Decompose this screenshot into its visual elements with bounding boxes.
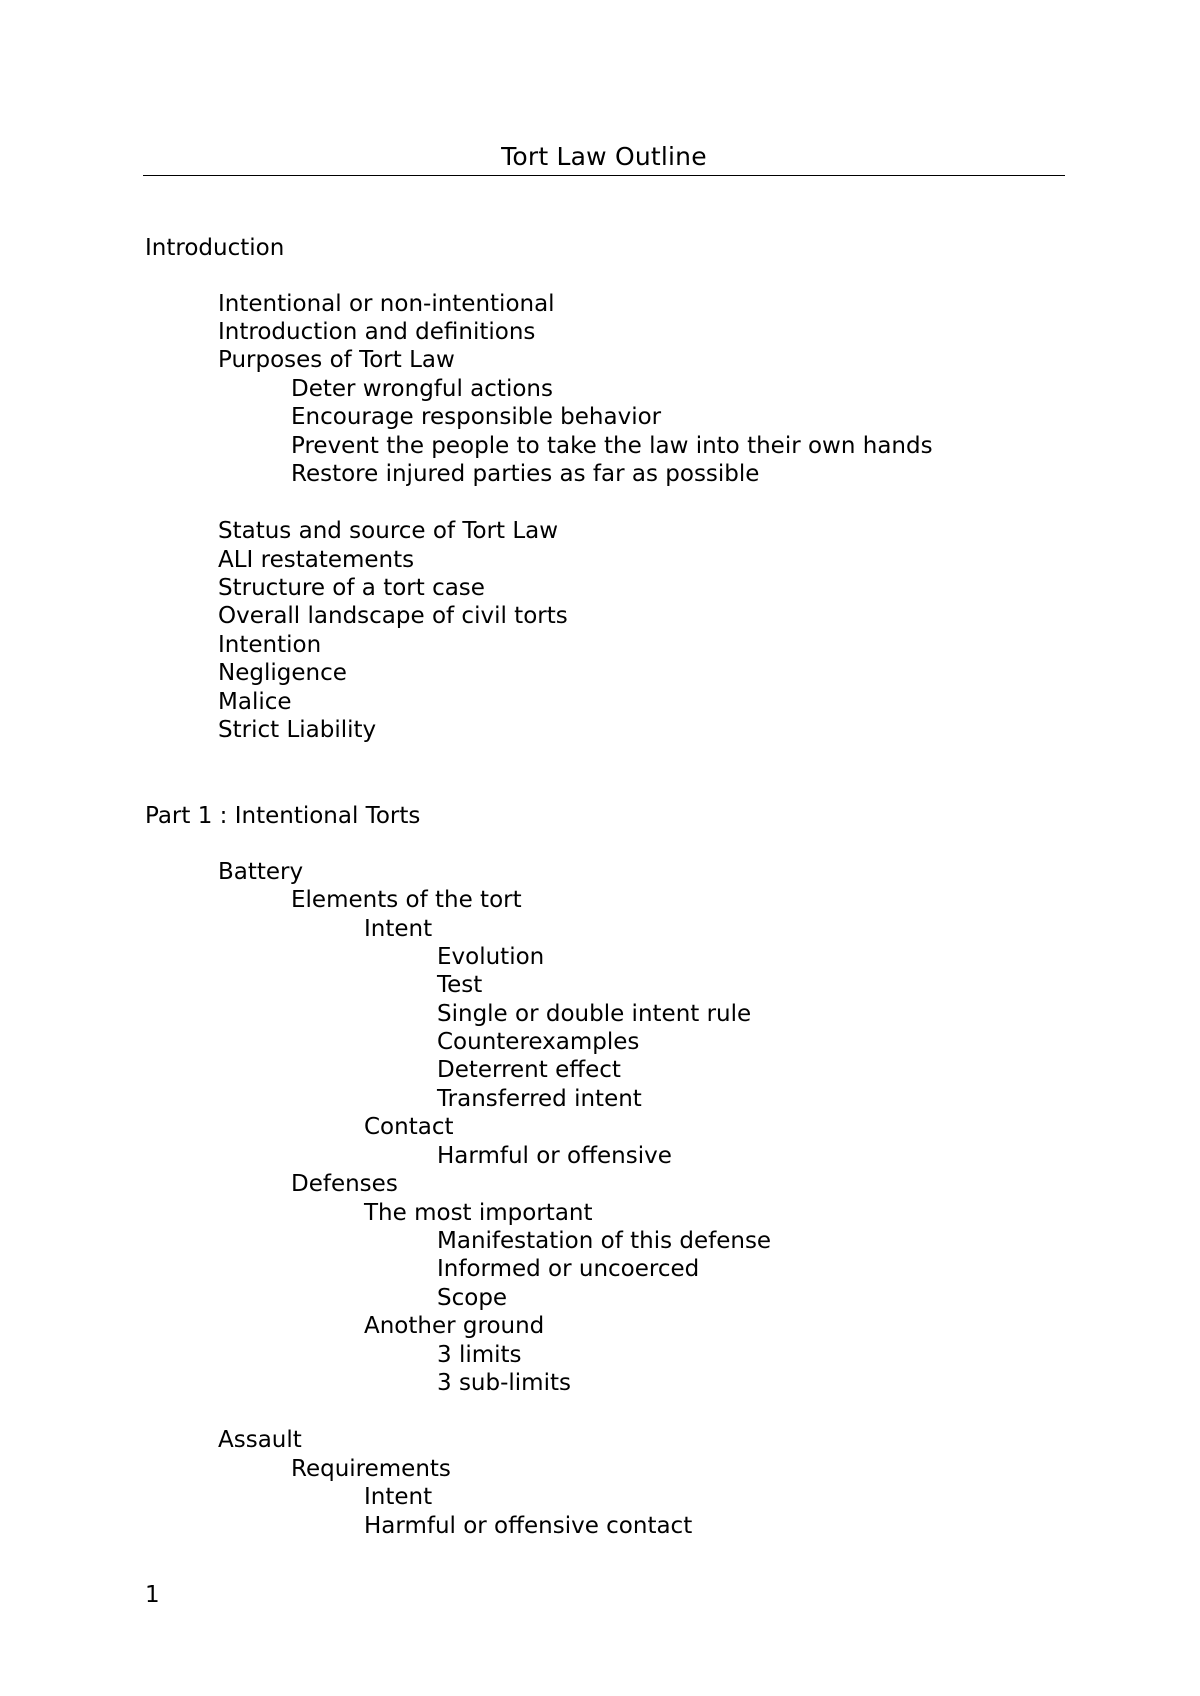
list-item-text: Intentional or non-intentional	[218, 291, 555, 317]
document-title: Tort Law Outline	[501, 142, 707, 171]
list-item-text: Defenses	[291, 1171, 398, 1197]
list-item-text: Overall landscape of civil torts	[218, 603, 568, 629]
list-item-text: Negligence	[218, 660, 347, 686]
list-item-text: Contact	[364, 1114, 454, 1140]
list-item-text: Purposes of Tort Law	[218, 347, 455, 373]
list-item-text: Deter wrongful actions	[291, 376, 553, 402]
list-item-text: Another ground	[364, 1313, 545, 1339]
list-item-text: The most important	[364, 1200, 593, 1226]
page-header	[143, 140, 1065, 176]
section-heading-introduction: Introduction	[145, 235, 285, 261]
list-item-text: ALI restatements	[218, 547, 415, 573]
list-item-text: Intent	[364, 1484, 433, 1510]
page-number: 1	[145, 1582, 160, 1608]
list-item-text: Single or double intent rule	[437, 1001, 752, 1027]
list-item-text: Encourage responsible behavior	[291, 404, 662, 430]
list-item-text: Structure of a tort case	[218, 575, 485, 601]
list-item-text: Strict Liability	[218, 717, 377, 743]
list-item-text: Battery	[218, 859, 304, 885]
list-item-text: 3 limits	[437, 1342, 522, 1368]
list-item-text: Harmful or offensive	[437, 1143, 672, 1169]
list-item-text: Transferred intent	[437, 1086, 642, 1112]
list-item-text: Malice	[218, 689, 292, 715]
list-item-text: Manifestation of this defense	[437, 1228, 772, 1254]
list-item-text: Counterexamples	[437, 1029, 640, 1055]
list-item-text: Status and source of Tort Law	[218, 518, 559, 544]
list-item-text: Informed or uncoerced	[437, 1256, 700, 1282]
list-item-text: Requirements	[291, 1456, 451, 1482]
list-item-text: Introduction and definitions	[218, 319, 536, 345]
list-item-text: Prevent the people to take the law into their own hands	[291, 433, 933, 459]
list-item-text: Intention	[218, 632, 322, 658]
list-item-text: Deterrent effect	[437, 1057, 621, 1083]
list-item-text: 3 sub-limits	[437, 1370, 571, 1396]
list-item-text: Elements of the tort	[291, 887, 522, 913]
list-item-text: Scope	[437, 1285, 508, 1311]
list-item-text: Assault	[218, 1427, 302, 1453]
list-item-text: Intent	[364, 916, 433, 942]
list-item-text: Evolution	[437, 944, 545, 970]
list-item-text: Restore injured parties as far as possible	[291, 461, 760, 487]
list-item-text: Harmful or offensive contact	[364, 1513, 693, 1539]
section-heading-part1: Part 1 : Intentional Torts	[145, 803, 421, 829]
list-item-text: Test	[437, 972, 483, 998]
